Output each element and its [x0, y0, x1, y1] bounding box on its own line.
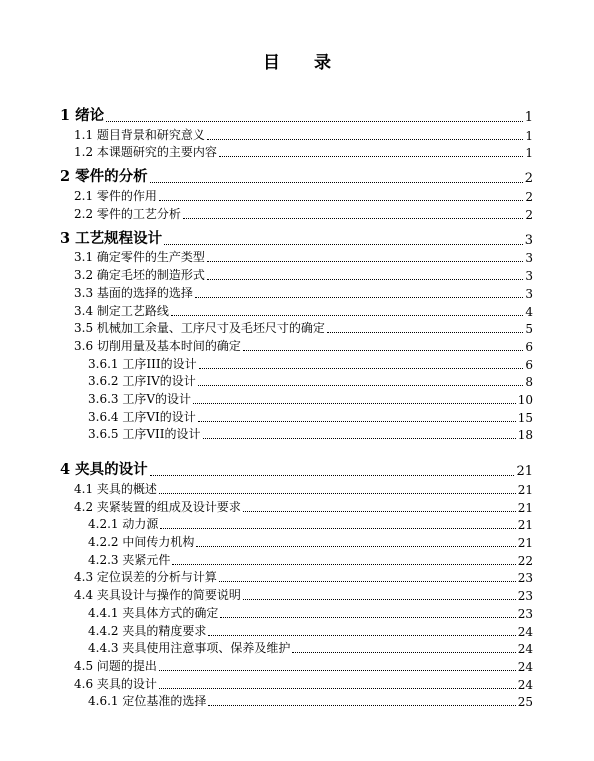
- toc-entry[interactable]: [60, 656, 533, 674]
- toc-entry-label: 3.3 基面的选择的选择: [74, 285, 193, 300]
- toc-entry[interactable]: [60, 479, 533, 497]
- toc-entry-label: 2.2 零件的工艺分析: [74, 206, 181, 221]
- toc-entry-page: 2: [525, 190, 533, 205]
- toc-entry-page: 24: [517, 677, 533, 692]
- toc-leader-dots: [196, 546, 515, 547]
- toc-entry-label: 1 绪论: [60, 107, 105, 124]
- toc-entry-label: 3.1 确定零件的生产类型: [74, 250, 205, 265]
- toc-entry-label: 4.4.1 夹具体方式的确定: [88, 605, 219, 620]
- toc-entry-label: 4.2 夹紧装置的组成及设计要求: [74, 499, 241, 514]
- toc-leader-dots: [195, 297, 523, 298]
- toc-leader-dots: [207, 279, 523, 280]
- toc-entry-label: 2.1 零件的作用: [74, 189, 157, 204]
- toc-entry[interactable]: [60, 143, 533, 161]
- toc-entry-label: 1.1 题目背景和研究意义: [74, 127, 205, 142]
- toc-leader-dots: [106, 121, 523, 122]
- toc-leader-dots: [203, 438, 516, 439]
- toc-leader-dots: [193, 403, 516, 404]
- toc-leader-dots: [208, 705, 515, 706]
- toc-entry-page: 5: [525, 322, 533, 337]
- toc-leader-dots: [207, 261, 523, 262]
- toc-entry-page: 3: [525, 251, 533, 266]
- toc-entry[interactable]: [60, 497, 533, 515]
- toc-entry-label: 4.5 问题的提出: [74, 658, 157, 673]
- toc-entry-page: 21: [517, 518, 533, 533]
- toc-entry-label: 2 零件的分析: [60, 168, 148, 186]
- toc-leader-dots: [243, 350, 523, 351]
- toc-leader-dots: [292, 652, 515, 653]
- toc-entry-label: 4.4 夹具设计与操作的简要说明: [74, 588, 241, 603]
- toc-entry-label: 3.6.5 工序VII的设计: [88, 427, 201, 442]
- toc-entry[interactable]: [60, 301, 533, 319]
- toc-entry-page: 24: [517, 642, 533, 657]
- toc-leader-dots: [199, 368, 524, 369]
- toc-entry-page: 4: [525, 304, 533, 319]
- toc-entry-label: 3.5 机械加工余量、工序尺寸及毛坯尺寸的确定: [74, 321, 325, 336]
- toc-entry[interactable]: [60, 389, 533, 407]
- toc-entry[interactable]: [60, 265, 533, 283]
- toc-entry[interactable]: [60, 458, 533, 479]
- toc-entry-page: 21: [517, 483, 533, 497]
- page-title: 目 录: [263, 53, 345, 73]
- toc-entry-page: 10: [517, 392, 533, 407]
- toc-entry-label: 1.2 本课题研究的主要内容: [74, 145, 217, 160]
- toc-leader-dots: [159, 670, 516, 671]
- toc-entry[interactable]: [60, 515, 533, 533]
- toc-entry-label: 3.6.2 工序IV的设计: [88, 374, 196, 389]
- toc-entry-label: 4.1 夹具的概述: [74, 482, 157, 496]
- toc-entry-page: 21: [516, 464, 533, 480]
- toc-leader-dots: [198, 421, 516, 422]
- toc-leader-dots: [150, 182, 523, 183]
- toc-entry[interactable]: [60, 692, 533, 710]
- toc-entry[interactable]: [60, 283, 533, 301]
- toc-entry-label: 3.6.1 工序III的设计: [88, 356, 197, 371]
- toc-entry[interactable]: [60, 639, 533, 657]
- toc-entry-page: 2: [524, 171, 533, 187]
- toc-entry[interactable]: [60, 585, 533, 603]
- toc-entry-page: 23: [517, 571, 533, 586]
- toc-entry-page: 25: [517, 695, 533, 710]
- toc-entry[interactable]: [60, 248, 533, 266]
- toc-leader-dots: [327, 332, 523, 333]
- toc-entry-page: 6: [525, 357, 533, 372]
- toc-entry-page: 1: [524, 110, 533, 125]
- toc-entry-page: 21: [517, 500, 533, 515]
- toc-entry[interactable]: [60, 165, 533, 186]
- toc-leader-dots: [220, 617, 515, 618]
- toc-entry[interactable]: [60, 621, 533, 639]
- toc-entry[interactable]: [60, 550, 533, 568]
- toc-entry-label: 3.6 切削用量及基本时间的确定: [74, 338, 241, 353]
- toc-leader-dots: [172, 564, 515, 565]
- toc-entry-label: 4.4.2 夹具的精度要求: [88, 623, 207, 638]
- toc-leader-dots: [160, 528, 515, 529]
- table-of-contents: [60, 104, 533, 709]
- toc-entry[interactable]: [60, 204, 533, 222]
- toc-entry[interactable]: [60, 104, 533, 125]
- toc-leader-dots: [164, 244, 523, 245]
- toc-leader-dots: [159, 200, 523, 201]
- toc-entry[interactable]: [60, 336, 533, 354]
- toc-entry[interactable]: [60, 425, 533, 443]
- toc-entry-label: 3.2 确定毛坯的制造形式: [74, 268, 205, 283]
- toc-entry-page: 1: [525, 128, 533, 143]
- toc-entry-label: 4.3 定位误差的分析与计算: [74, 570, 217, 585]
- toc-entry[interactable]: [60, 532, 533, 550]
- toc-entry-page: 18: [517, 428, 533, 443]
- toc-leader-dots: [150, 475, 515, 476]
- toc-entry-page: 22: [517, 553, 533, 568]
- toc-entry-page: 3: [525, 286, 533, 301]
- toc-entry-label: 4.6 夹具的设计: [74, 676, 157, 691]
- toc-entry-page: 2: [525, 207, 533, 222]
- toc-entry-page: 23: [517, 606, 533, 621]
- toc-leader-dots: [208, 635, 515, 636]
- toc-entry-page: 3: [525, 269, 533, 284]
- toc-entry[interactable]: [60, 372, 533, 390]
- toc-leader-dots: [219, 581, 516, 582]
- toc-entry-page: 6: [525, 339, 533, 354]
- toc-entry-label: 3.6.3 工序V的设计: [88, 391, 192, 406]
- toc-leader-dots: [243, 599, 516, 600]
- toc-entry-label: 4.6.1 定位基准的选择: [88, 694, 207, 709]
- toc-leader-dots: [171, 315, 523, 316]
- toc-entry-label: 3 工艺规程设计: [60, 229, 163, 247]
- toc-entry-page: 21: [517, 536, 533, 551]
- toc-entry[interactable]: [60, 186, 533, 204]
- toc-leader-dots: [159, 493, 516, 494]
- toc-entry[interactable]: [60, 568, 533, 586]
- toc-entry[interactable]: [60, 354, 533, 372]
- toc-entry[interactable]: [60, 319, 533, 337]
- toc-entry[interactable]: [60, 227, 533, 248]
- toc-entry-page: 23: [517, 589, 533, 604]
- toc-leader-dots: [159, 688, 516, 689]
- toc-leader-dots: [207, 139, 523, 140]
- toc-leader-dots: [198, 385, 524, 386]
- toc-entry-page: 24: [517, 624, 533, 639]
- toc-entry[interactable]: [60, 407, 533, 425]
- toc-entry-page: 15: [517, 410, 533, 425]
- toc-entry-page: 24: [517, 659, 533, 674]
- toc-entry-label: 4.2.3 夹紧元件: [88, 552, 171, 567]
- toc-entry[interactable]: [60, 674, 533, 692]
- toc-leader-dots: [219, 156, 523, 157]
- toc-entry-label: 4.2.1 动力源: [88, 517, 159, 532]
- toc-entry-label: 3.6.4 工序VI的设计: [88, 409, 196, 424]
- toc-entry-page: 3: [524, 232, 533, 248]
- toc-entry-label: 4.4.3 夹具使用注意事项、保养及维护: [88, 641, 291, 656]
- toc-entry[interactable]: [60, 125, 533, 143]
- toc-entry-label: 4.2.2 中间传力机构: [88, 535, 195, 550]
- toc-entry-page: 1: [525, 146, 533, 161]
- toc-leader-dots: [243, 511, 516, 512]
- toc-entry[interactable]: [60, 603, 533, 621]
- toc-leader-dots: [183, 218, 523, 219]
- toc-entry-page: 8: [525, 375, 533, 390]
- toc-entry-label: 3.4 制定工艺路线: [74, 303, 169, 318]
- toc-entry-label: 4 夹具的设计: [60, 461, 148, 479]
